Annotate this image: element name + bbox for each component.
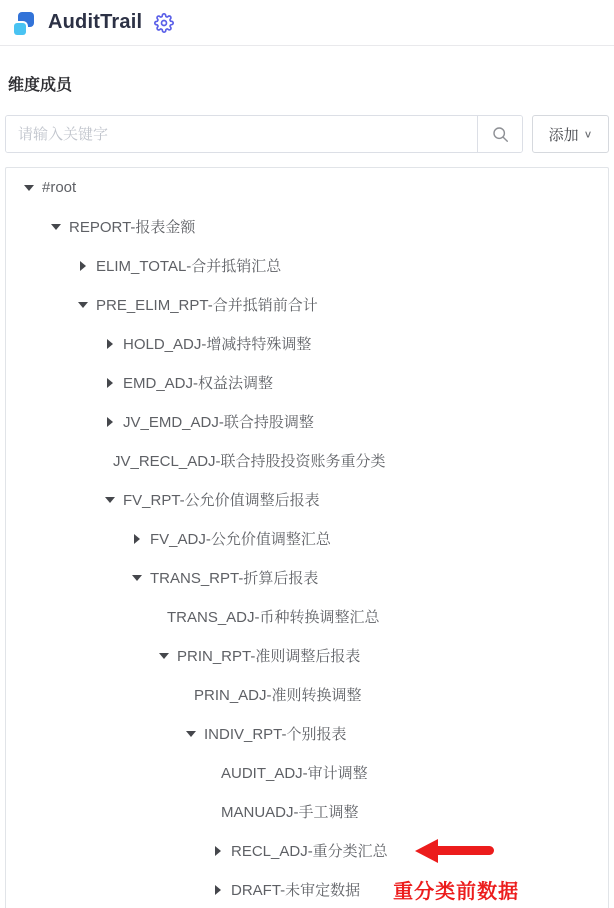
tree-node-prin_rpt[interactable] [6,636,608,675]
tree-node-label[interactable]: PRE_ELIM_RPT-合并抵销前合计 [96,297,318,314]
tree-node-root[interactable] [6,168,608,207]
expand-arrow-icon[interactable] [105,378,115,388]
tree-node-fv_adj[interactable] [6,519,608,558]
collapse-arrow-icon[interactable] [51,224,61,230]
tree-node-indiv_rpt[interactable] [6,714,608,753]
app-title: AuditTrail [48,11,143,33]
chevron-down-icon: ∨ [583,128,593,140]
collapse-arrow-icon[interactable] [186,731,196,737]
tree-node-fv_rpt[interactable] [6,480,608,519]
tree-node-elim_total[interactable] [6,246,608,285]
expand-arrow-icon[interactable] [78,261,88,271]
tree-node-label[interactable]: REPORT-报表金额 [69,219,196,236]
tree-node-label[interactable]: HOLD_ADJ-增减持特殊调整 [123,336,312,353]
collapse-arrow-icon[interactable] [132,575,142,581]
overlapping-squares-icon [14,11,38,35]
tree-node-label[interactable]: FV_ADJ-公允价值调整汇总 [150,531,331,548]
expand-arrow-icon[interactable] [105,339,115,349]
tree-node-label[interactable]: DRAFT-未审定数据 [231,882,361,899]
tree-node-label[interactable]: TRANS_ADJ-币种转换调整汇总 [167,609,380,626]
tree-node-label[interactable]: INDIV_RPT-个别报表 [204,726,347,743]
collapse-arrow-icon[interactable] [78,302,88,308]
tree-node-pre_elim_rpt[interactable] [6,285,608,324]
expand-arrow-icon[interactable] [105,417,115,427]
tree-node-label[interactable]: PRIN_ADJ-准则转换调整 [194,687,362,704]
expand-arrow-icon[interactable] [132,534,142,544]
add-button-label: 添加 [548,126,579,144]
annotation-note-text: 重分类前数据 [393,881,520,903]
tree-node-label[interactable]: EMD_ADJ-权益法调整 [123,375,274,392]
tree-node-hold_adj[interactable] [6,324,608,363]
search-input[interactable] [6,116,477,152]
dimension-tree [5,167,609,908]
collapse-arrow-icon[interactable] [24,185,34,191]
tree-node-label[interactable]: RECL_ADJ-重分类汇总 [231,843,388,860]
magnifier-icon [492,126,509,143]
annotation-red-arrow [415,839,494,863]
tree-node-label[interactable]: AUDIT_ADJ-审计调整 [221,765,368,782]
tree-node-jv_recl_adj[interactable] [6,441,608,480]
collapse-arrow-icon[interactable] [105,497,115,503]
app-header [0,0,614,46]
tree-node-label[interactable]: MANUADJ-手工调整 [221,804,359,821]
search-button[interactable] [477,116,522,152]
tree-node-emd_adj[interactable] [6,363,608,402]
expand-arrow-icon[interactable] [213,885,223,895]
tree-node-label[interactable]: PRIN_RPT-准则调整后报表 [177,648,361,665]
expand-arrow-icon[interactable] [213,846,223,856]
gear-icon[interactable] [153,12,175,34]
tree-node-report[interactable] [6,207,608,246]
tree-node-trans_rpt[interactable] [6,558,608,597]
search-box [5,115,523,153]
section-title: 维度成员 [8,77,73,94]
tree-node-label[interactable]: #root [42,179,77,196]
tree-node-label[interactable]: ELIM_TOTAL-合并抵销汇总 [96,258,282,275]
search-row [5,115,609,153]
tree-node-prin_adj[interactable] [6,675,608,714]
tree-node-jv_emd_adj[interactable] [6,402,608,441]
tree-node-label[interactable]: JV_EMD_ADJ-联合持股调整 [123,414,314,431]
tree-node-manuadj[interactable] [6,792,608,831]
tree-node-audit_adj[interactable] [6,753,608,792]
tree-node-draft[interactable] [6,870,608,908]
tree-node-label[interactable]: FV_RPT-公允价值调整后报表 [123,492,320,509]
tree-node-label[interactable]: TRANS_RPT-折算后报表 [150,570,319,587]
tree-node-trans_adj[interactable] [6,597,608,636]
main-content [0,72,614,908]
add-button[interactable] [532,115,609,153]
collapse-arrow-icon[interactable] [159,653,169,659]
tree-node-recl_adj[interactable] [6,831,608,870]
tree-node-label[interactable]: JV_RECL_ADJ-联合持股投资账务重分类 [113,453,386,470]
